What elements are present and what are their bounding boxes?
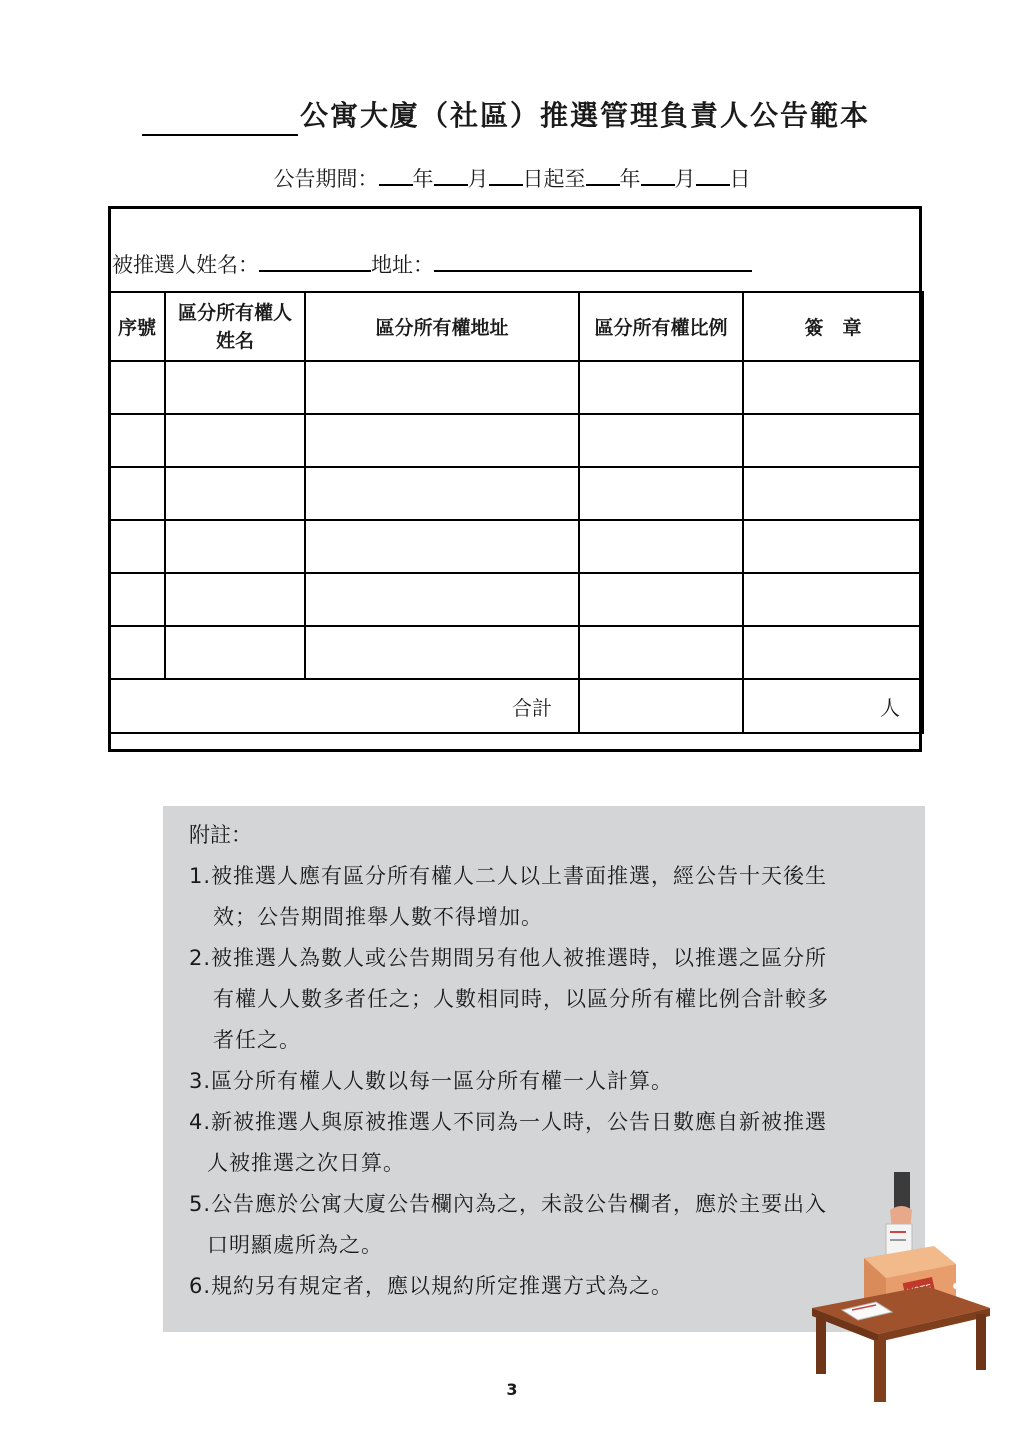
note-number: 2.	[189, 946, 212, 970]
note-number: 6.	[189, 1274, 212, 1298]
header-owner-line1: 區分所有權人	[177, 301, 292, 324]
year-label: 年	[412, 167, 434, 191]
header-ratio: 區分所有權比例	[579, 292, 743, 361]
serial-cell[interactable]	[109, 520, 165, 573]
note-line: 公告應於公寓大廈公告欄內為之，未設公告欄者，應於主要出入	[211, 1192, 828, 1216]
seal-cell[interactable]	[743, 626, 923, 679]
table-leg	[976, 1314, 986, 1370]
month-label: 月	[674, 167, 696, 191]
note-number: 4.	[189, 1110, 212, 1134]
note-line: 人被推選之次日算。	[207, 1151, 405, 1175]
month-label: 月	[467, 167, 489, 191]
owner-name-cell[interactable]	[165, 361, 305, 414]
seal-cell[interactable]	[743, 361, 923, 414]
page-number: 3	[506, 1380, 518, 1399]
note-number: 3.	[189, 1069, 212, 1093]
end-day-blank[interactable]	[696, 162, 730, 186]
announcement-period	[0, 162, 1024, 196]
table-row	[109, 520, 923, 573]
nominee-address-field[interactable]	[434, 246, 752, 272]
table-top-shape	[812, 1286, 990, 1334]
ratio-cell[interactable]	[579, 467, 743, 520]
total-ratio-cell[interactable]	[579, 679, 743, 733]
end-month-blank[interactable]	[641, 162, 675, 186]
seal-cell[interactable]	[743, 467, 923, 520]
address-cell[interactable]	[305, 361, 579, 414]
table-row	[109, 573, 923, 626]
note-line: 被推選人為數人或公告期間另有他人被推選時，以推選之區分所	[211, 946, 828, 970]
day-label: 日	[729, 167, 751, 191]
nomination-table	[108, 291, 924, 734]
header-owner-line2: 姓名	[215, 329, 254, 352]
header-owner-name	[165, 292, 305, 361]
table-header-row	[109, 292, 923, 361]
note-item	[189, 1102, 889, 1184]
owner-name-cell[interactable]	[165, 573, 305, 626]
note-line: 口明顯處所為之。	[207, 1233, 383, 1257]
pen-shape	[953, 1283, 959, 1289]
address-cell[interactable]	[305, 573, 579, 626]
end-year-blank[interactable]	[586, 162, 620, 186]
note-line: 區分所有權人人數以每一區分所有權一人計算。	[211, 1069, 674, 1093]
owner-name-cell[interactable]	[165, 626, 305, 679]
seal-cell[interactable]	[743, 520, 923, 573]
address-cell[interactable]	[305, 414, 579, 467]
nominee-name-label: 被推選人姓名：	[112, 253, 259, 277]
ratio-cell[interactable]	[579, 414, 743, 467]
title-text: 公寓大廈（社區）推選管理負責人公告範本	[300, 99, 871, 132]
total-count-cell[interactable]: 人	[743, 679, 923, 733]
notes-title: 附註：	[189, 823, 252, 847]
community-name-blank[interactable]	[142, 98, 298, 136]
ratio-cell[interactable]	[579, 361, 743, 414]
table-row	[109, 467, 923, 520]
day-from-label: 日起至	[522, 167, 586, 191]
note-item	[189, 938, 889, 1061]
serial-cell[interactable]	[109, 626, 165, 679]
note-item	[189, 1184, 889, 1266]
total-label: 合計	[109, 679, 579, 733]
address-cell[interactable]	[305, 626, 579, 679]
note-item	[189, 856, 889, 938]
total-row	[109, 679, 923, 733]
seal-cell[interactable]	[743, 573, 923, 626]
seal-cell[interactable]	[743, 414, 923, 467]
note-line: 者任之。	[213, 1028, 301, 1052]
note-line: 規約另有規定者，應以規約所定推選方式為之。	[211, 1274, 674, 1298]
start-year-blank[interactable]	[379, 162, 413, 186]
header-seal: 簽 章	[743, 292, 923, 361]
serial-cell[interactable]	[109, 414, 165, 467]
table-row	[109, 626, 923, 679]
serial-cell[interactable]	[109, 573, 165, 626]
start-day-blank[interactable]	[489, 162, 523, 186]
owner-name-cell[interactable]	[165, 467, 305, 520]
note-line: 新被推選人與原被推選人不同為一人時，公告日數應自新被推選	[211, 1110, 828, 1134]
nominee-address-label: 地址：	[371, 253, 434, 277]
table-leg	[816, 1314, 826, 1374]
serial-cell[interactable]	[109, 467, 165, 520]
ballot-box-icon	[806, 1168, 1002, 1404]
ratio-cell[interactable]	[579, 520, 743, 573]
address-cell[interactable]	[305, 467, 579, 520]
owner-name-cell[interactable]	[165, 414, 305, 467]
page-title	[142, 92, 902, 136]
note-item	[189, 1061, 889, 1102]
serial-cell[interactable]	[109, 361, 165, 414]
ratio-cell[interactable]	[579, 573, 743, 626]
note-number: 5.	[189, 1192, 212, 1216]
nominee-row	[112, 246, 752, 278]
address-cell[interactable]	[305, 520, 579, 573]
note-item	[189, 1266, 889, 1307]
note-number: 1.	[189, 864, 212, 888]
nominee-name-field[interactable]	[259, 246, 371, 272]
note-line: 被推選人應有區分所有權人二人以上書面推選，經公告十天後生	[211, 864, 828, 888]
owner-name-cell[interactable]	[165, 520, 305, 573]
sleeve-shape	[894, 1172, 910, 1210]
header-serial: 序號	[109, 292, 165, 361]
ratio-cell[interactable]	[579, 626, 743, 679]
year-label: 年	[619, 167, 641, 191]
header-address: 區分所有權地址	[305, 292, 579, 361]
note-line: 有權人人數多者任之；人數相同時，以區分所有權比例合計較多	[213, 987, 829, 1011]
table-row	[109, 361, 923, 414]
table-row	[109, 414, 923, 467]
period-label: 公告期間：	[273, 167, 379, 191]
note-line: 效；公告期間推舉人數不得增加。	[213, 905, 543, 929]
start-month-blank[interactable]	[434, 162, 468, 186]
